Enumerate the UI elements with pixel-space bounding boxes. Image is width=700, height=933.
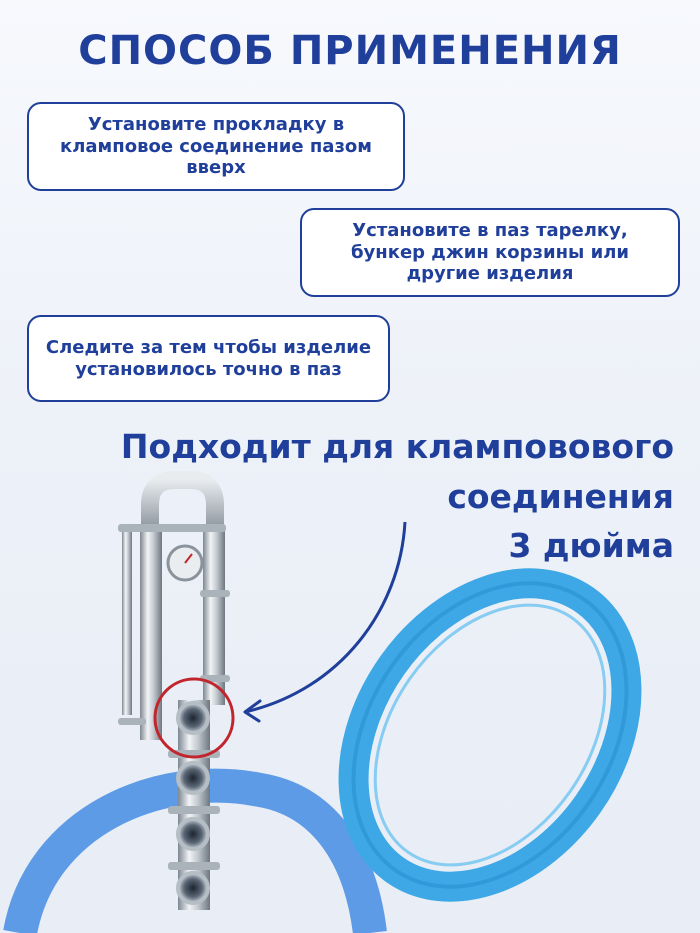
headline-line-2: соединения (447, 476, 674, 516)
step-1-line-1: Установите прокладку в (87, 114, 345, 136)
step-card-1 (27, 102, 405, 191)
step-1-line-2: кламповое соединение пазом (60, 135, 372, 157)
step-3-line-1: Следите за тем чтобы изделие (45, 336, 372, 358)
step-2-line-1: Установите в паз тарелку, (352, 220, 628, 242)
step-2-line-2: бункер джин корзины или (350, 241, 629, 263)
page-title: СПОСОБ ПРИМЕНЕНИЯ (78, 28, 622, 74)
headline-line-1: Подходит для кламповового (120, 427, 674, 466)
step-1-line-3: вверх (186, 157, 246, 179)
step-3-line-2: установилось точно в паз (75, 358, 342, 380)
compatibility-headline (114, 422, 674, 571)
step-card-2 (300, 208, 680, 297)
step-card-3 (27, 315, 390, 402)
headline-line-3: 3 дюйма (508, 526, 674, 565)
step-2-line-3: другие изделия (406, 263, 574, 285)
